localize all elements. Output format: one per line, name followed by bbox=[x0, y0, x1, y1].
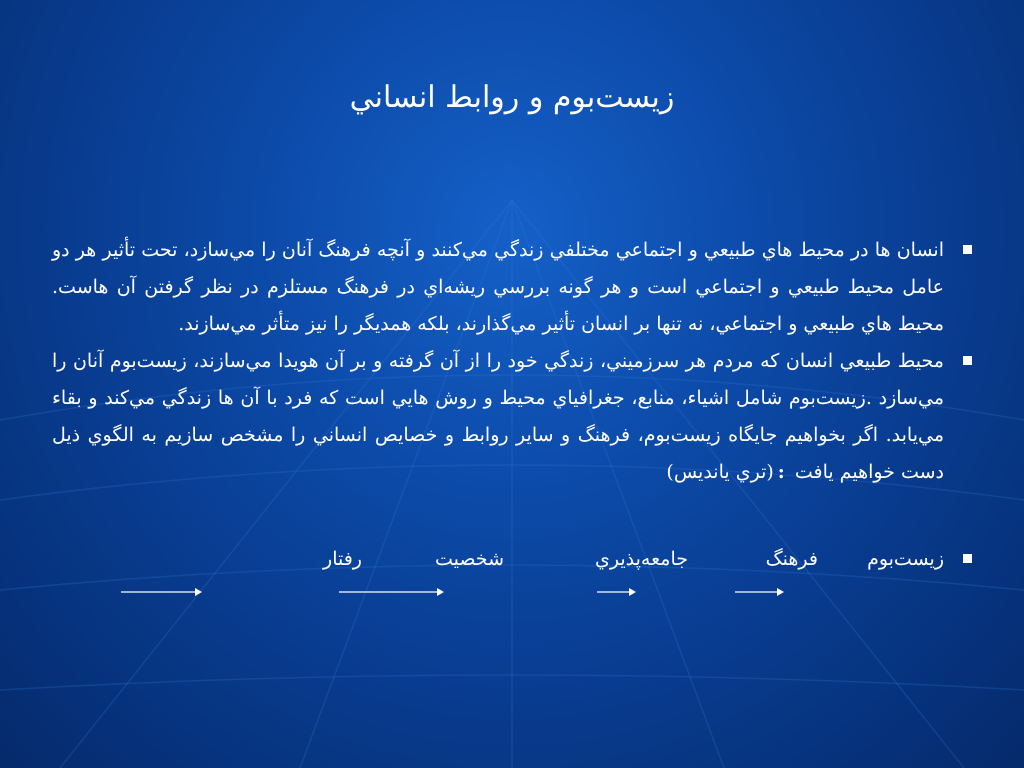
arrow-right-icon bbox=[339, 587, 445, 597]
bullet-item-2 bbox=[52, 343, 972, 491]
chain-word-socialization: جامعه‌پذيري bbox=[595, 548, 688, 570]
arrow-right-icon bbox=[735, 587, 785, 597]
chain-word-personality: شخصيت bbox=[434, 548, 504, 570]
bullet-text-1: انسان ها در محيط هاي طبيعي و اجتماعي مختلفي زندگي مي‌كنند و آنچه فرهنگ آنان را مي‌سازد، تحت تأثير هر دو عامل محيط طبيعي و اجتماعي است و هر گونه بررسي ريشه‌اي در فرهنگ مستلزم در نظر گرفتن آن هاست. محيط هاي طبيعي و اجتماعي، نه تنها بر انسان تأثير مي‌گذارند، بلكه همديگر را نيز متأثر مي‌سازند. bbox=[52, 239, 944, 335]
slide-title: زيست‌بوم و روابط انساني bbox=[349, 80, 675, 115]
bullet-colon: : bbox=[777, 461, 785, 483]
bullet-item-1 bbox=[52, 232, 972, 343]
bullet-text-2-main: محيط طبيعي انسان كه مردم هر سرزميني، زندگي خود را از آن گرفته و بر آن هويدا مي‌سازند، زيست‌بوم آنان را مي‌سازد .زيست‌بوم شامل اشياء، منابع، جغرافياي محيط و روش هايي است كه فرد با آن ها زندگي مي‌كند و بقاء مي‌يابد. اگر بخواهيم جايگاه زيست‌بوم، فرهنگ و ساير روابط و خصايص انساني را مشخص سازيم به الگوي ذيل دست خواهيم يافت bbox=[52, 350, 944, 483]
bullet-citation: (تري ياندیس) bbox=[666, 461, 774, 483]
bullet-list bbox=[52, 232, 972, 491]
bullet-text-2 bbox=[52, 343, 944, 491]
arrow-right-icon bbox=[121, 587, 203, 597]
square-bullet-icon bbox=[963, 245, 972, 254]
arrow-right-icon bbox=[597, 587, 637, 597]
square-bullet-icon bbox=[963, 554, 972, 563]
chain-word-behavior: رفتار bbox=[323, 548, 362, 570]
chain-word-culture: فرهنگ bbox=[765, 548, 818, 570]
concept-chain bbox=[44, 541, 944, 581]
chain-word-ecosystem: زيست‌بوم bbox=[867, 548, 944, 570]
square-bullet-icon bbox=[963, 356, 972, 365]
